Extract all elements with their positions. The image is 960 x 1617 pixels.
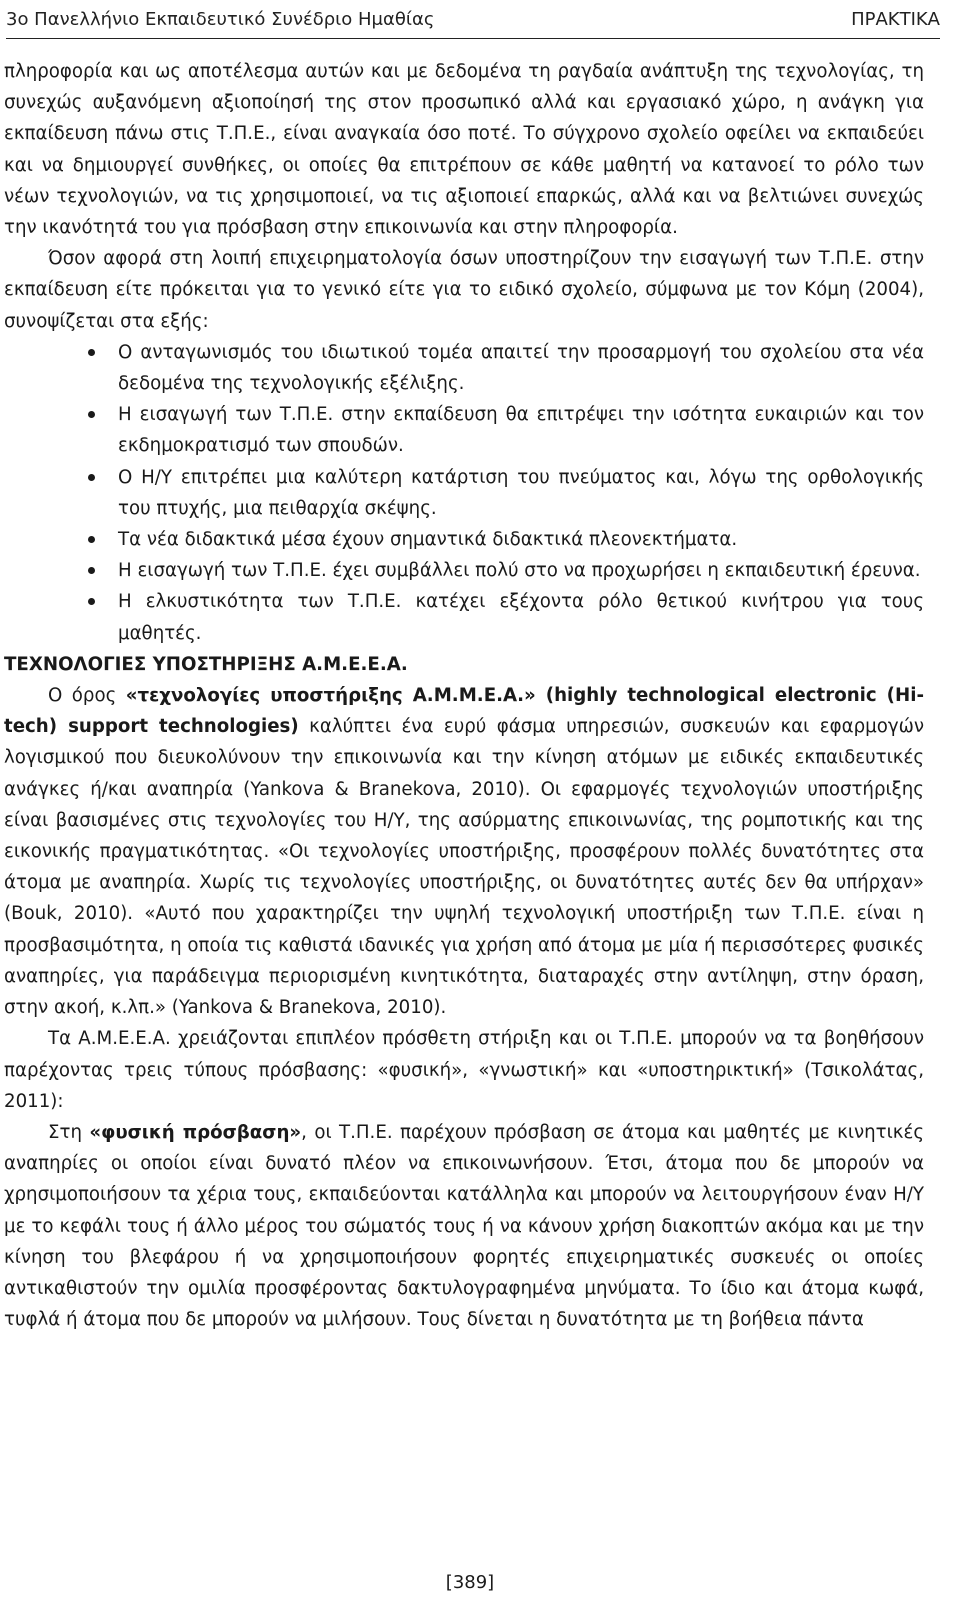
conference-title: 3ο Πανελλήνιο Εκπαιδευτικό Συνέδριο Ημαθίας: [6, 8, 435, 30]
list-item: Η εισαγωγή των Τ.Π.Ε. έχει συμβάλλει πολύ στο να προχωρήσει η εκπαιδευτική έρευνα.: [118, 555, 924, 586]
arguments-list: [4, 337, 924, 649]
term-support-technologies: «τεχνολογίες υποστήριξης Α.Μ.Μ.Ε.Α.» (highly technological electronic (Hi-tech) support technologies): [4, 685, 924, 738]
paragraph-support-technologies: Ο όρος «τεχνολογίες υποστήριξης Α.Μ.Μ.Ε.Α.» (highly technological electronic (Hi-tech) support technologies) καλύπτει ένα ευρύ φάσμα υπηρεσιών, συσκευών και εφαρμογών λογισμικού που διευκολύνουν την επικοινωνία και την κίνηση ατόμων με ειδικές εκπαιδευτικές ανάγκες ή/και αναπηρία (Yankova & Branekova, 2010). Οι εφαρμογές τεχνολογιών υποστήριξης είναι βασισμένες στις τεχνολογίες του Η/Υ, της ασύρματης επικοινωνίας, της ρομποτικής και της εικονικής πραγματικότητας. «Οι τεχνολογίες υποστήριξης, προσφέρουν πολλές δυνατότητες στα άτομα με αναπηρία. Χωρίς τις τεχνολογίες υποστήριξης, οι δυνατότητες αυτές δεν θα υπήρχαν» (Bouk, 2010). «Αυτό που χαρακτηρίζει την υψηλή τεχνολογική υποστήριξη των Τ.Π.Ε. είναι η προσβασιμότητα, η οποία τις καθιστά ιδανικές για χρήση από άτομα με μία ή περισσότερες φυσικές αναπηρίες, για παράδειγμα περιορισμένη κινητικότητα, διαταραχές στην αντίληψη, στην όραση, στην ακοή, κ.λπ.» (Yankova & Branekova, 2010).: [4, 685, 924, 1019]
paragraph-access-types: Τα Α.Μ.Ε.Ε.Α. χρειάζονται επιπλέον πρόσθετη στήριξη και οι Τ.Π.Ε. μπορούν να τα βοηθήσουν παρέχοντας τρεις τύπους πρόσβασης: «φυσική», «γνωστική» και «υποστηρικτική» (Τσικολάτας, 2011):: [4, 1028, 924, 1112]
bullet-icon: [88, 411, 95, 418]
paragraph-arguments-intro: Όσον αφορά στη λοιπή επιχειρηματολογία όσων υποστηρίζουν την εισαγωγή των Τ.Π.Ε. στην εκπαίδευση είτε πρόκειται για το γενικό είτε για το ειδικό σχολείο, σύμφωνα με τον Κόμη (2004), συνοψίζεται στα εξής:: [4, 248, 924, 332]
page-number: [389]: [445, 1572, 495, 1593]
bullet-icon: [88, 598, 95, 605]
list-item: Η εισαγωγή των Τ.Π.Ε. στην εκπαίδευση θα επιτρέψει την ισότητα ευκαιριών και τον εκδημοκρατισμό των σπουδών.: [118, 399, 924, 461]
section-label: ΠΡΑΚΤΙΚΑ: [851, 8, 940, 30]
page-body: [4, 56, 924, 1335]
paragraph-physical-access: Στη «φυσική πρόσβαση», οι Τ.Π.Ε. παρέχουν πρόσβαση σε άτομα και μαθητές με κινητικές αναπηρίες οι οποίοι είναι δυνατό πλέον να επικοινωνήσουν. Έτσι, άτομα που δε μπορούν να χρησιμοποιήσουν τα χέρια τους, εκπαιδεύονται κατάλληλα και μπορούν να λειτουργήσουν έναν Η/Υ με το κεφάλι τους ή άλλο μέρος του σώματός τους ή να κάνουν χρήση διακοπτών ακόμα και με την κίνηση του βλεφάρου ή να χρησιμοποιήσουν φορητές επιχειρηματικές συσκευές οι οποίες αντικαθιστούν την ομιλία προσφέροντας δακτυλογραφημένα μηνύματα. Το ίδιο και άτομα κωφά, τυφλά ή άτομα που δε μπορούν να μιλήσουν. Τους δίνεται η δυνατότητα με τη βοήθεια πάντα: [4, 1121, 925, 1331]
list-item: Ο ανταγωνισμός του ιδιωτικού τομέα απαιτεί την προσαρμογή του σχολείου στα νέα δεδομένα της τεχνολογικής εξέλιξης.: [118, 337, 924, 399]
paragraph-ict-education: πληροφορία και ως αποτέλεσμα αυτών και με δεδομένα τη ραγδαία ανάπτυξη της τεχνολογίας, τη συνεχώς αυξανόμενη αξιοποίησή της στον προσωπικό αλλά και εργασιακό χώρο, η ανάγκη για εκπαίδευση πάνω στις Τ.Π.Ε., είναι αναγκαία όσο ποτέ. Το σύγχρονο σχολείο οφείλει να εκπαιδεύει και να δημιουργεί συνθήκες, οι οποίες θα επιτρέπουν σε κάθε μαθητή να κατανοεί το ρόλο των νέων τεχνολογιών, να τις χρησιμοποιεί, να τις αξιοποιεί επαρκώς, αλλά και να βελτιώνει συνεχώς την ικανότητά του για πρόσβαση στην επικοινωνία και στην πληροφορία.: [4, 61, 924, 239]
header-divider: [6, 38, 940, 39]
list-item: Η ελκυστικότητα των Τ.Π.Ε. κατέχει εξέχοντα ρόλο θετικού κινήτρου για τους μαθητές.: [118, 586, 924, 648]
bullet-icon: [88, 349, 95, 356]
bullet-icon: [88, 567, 95, 574]
term-physical-access: «φυσική πρόσβαση»: [89, 1121, 302, 1143]
page-header: [6, 0, 940, 38]
bullet-icon: [88, 474, 95, 481]
list-item: Τα νέα διδακτικά μέσα έχουν σημαντικά διδακτικά πλεονεκτήματα.: [118, 524, 924, 555]
list-item: Ο Η/Υ επιτρέπει μια καλύτερη κατάρτιση του πνεύματος και, λόγω της ορθολογικής του πτυχής, μια πειθαρχία σκέψης.: [118, 462, 924, 524]
bullet-icon: [88, 536, 95, 543]
section-heading: ΤΕΧΝΟΛΟΓΙΕΣ ΥΠΟΣΤΗΡΙΞΗΣ Α.Μ.Ε.Ε.Α.: [4, 653, 408, 675]
